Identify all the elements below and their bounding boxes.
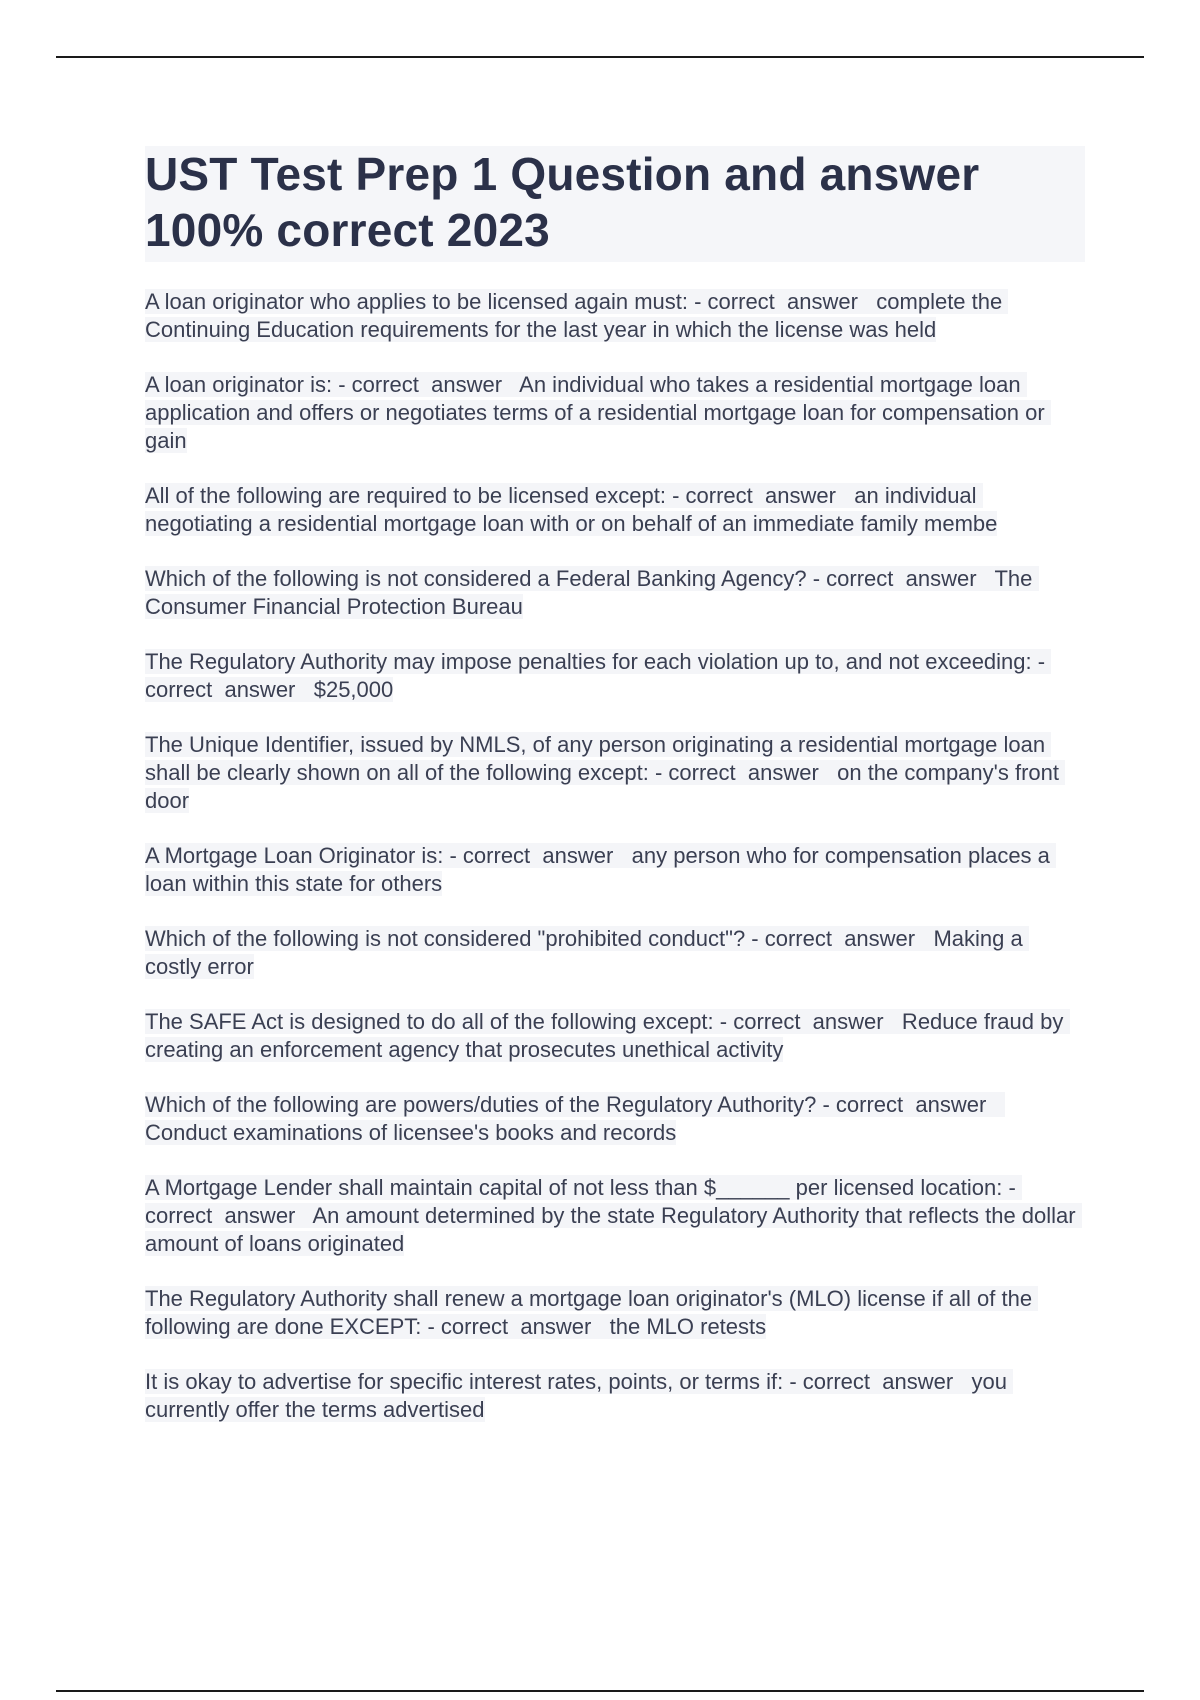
qa-item-6: The Unique Identifier, issued by NMLS, of any person originating a residential mortgage loan shall be clearly shown on all of the following except: - correct answer on the company's front door <box>145 732 1066 813</box>
qa-item-8: Which of the following is not considered "prohibited conduct"? - correct answer Making a costly error <box>145 926 1029 979</box>
bottom-divider <box>56 1690 1144 1692</box>
qa-item-10: Which of the following are powers/duties of the Regulatory Authority? - correct answer Conduct examinations of licensee's books and records <box>145 1092 1005 1145</box>
document-body <box>145 146 1085 1451</box>
qa-item-3: All of the following are required to be licensed except: - correct answer an individual negotiating a residential mortgage loan with or on behalf of an immediate family membe <box>145 483 998 536</box>
top-divider <box>56 56 1144 58</box>
qa-item-13: It is okay to advertise for specific interest rates, points, or terms if: - correct answer you currently offer the terms advertised <box>145 1369 1014 1422</box>
qa-item-12: The Regulatory Authority shall renew a mortgage loan originator's (MLO) license if all of the following are done EXCEPT: - correct answer the MLO retests <box>145 1286 1039 1339</box>
qa-item-9: The SAFE Act is designed to do all of the following except: - correct answer Reduce fraud by creating an enforcement agency that prosecutes unethical activity <box>145 1009 1070 1062</box>
qa-item-2: A loan originator is: - correct answer An individual who takes a residential mortgage loan application and offers or negotiates terms of a residential mortgage loan for compensation or gain <box>145 372 1051 453</box>
qa-item-1: A loan originator who applies to be licensed again must: - correct answer complete the Continuing Education requirements for the last year in which the license was held <box>145 289 1009 342</box>
document-title: UST Test Prep 1 Question and answer 100% correct 2023 <box>145 148 980 256</box>
title-block <box>145 146 1085 262</box>
qa-item-5: The Regulatory Authority may impose penalties for each violation up to, and not exceeding: - correct answer $25,000 <box>145 649 1052 702</box>
qa-item-4: Which of the following is not considered a Federal Banking Agency? - correct answer The Consumer Financial Protection Bureau <box>145 566 1039 619</box>
qa-item-11: A Mortgage Lender shall maintain capital of not less than $______ per licensed location: - correct answer An amount determined by the state Regulatory Authority that reflects the dollar amount of loans originated <box>145 1175 1082 1256</box>
qa-item-7: A Mortgage Loan Originator is: - correct answer any person who for compensation places a loan within this state for others <box>145 843 1057 896</box>
